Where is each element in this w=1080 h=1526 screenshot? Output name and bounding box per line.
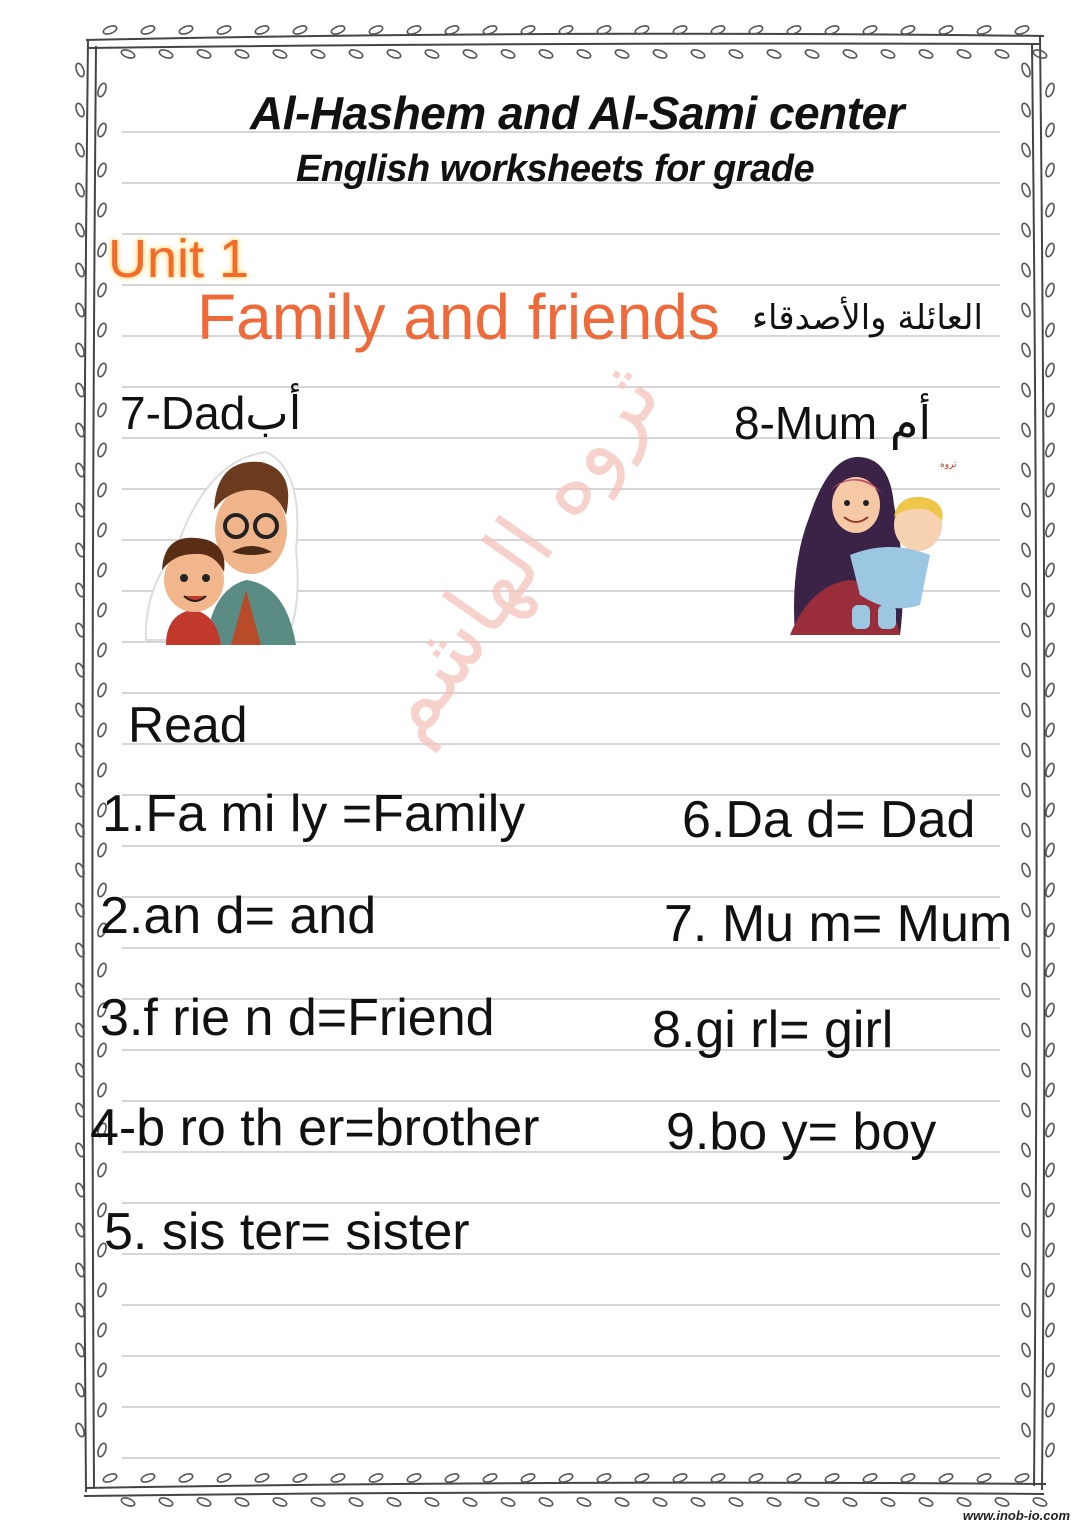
leaf-ornament: [1032, 1496, 1048, 1507]
leaf-ornament: [1044, 1042, 1055, 1058]
leaf-ornament: [1044, 402, 1055, 418]
leaf-ornament: [1020, 662, 1031, 678]
leaf-ornament: [254, 24, 270, 35]
leaf-ornament: [102, 24, 118, 35]
leaf-ornament: [1020, 422, 1031, 438]
section-read-label: Read: [128, 697, 248, 753]
leaf-ornament: [1020, 542, 1031, 558]
leaf-ornament: [1014, 24, 1030, 35]
leaf-ornament: [1044, 242, 1055, 258]
leaf-ornament: [1020, 1422, 1031, 1438]
leaf-ornament: [994, 48, 1010, 59]
leaf-ornament: [96, 1082, 107, 1098]
leaf-ornament: [520, 1472, 536, 1483]
leaf-ornament: [1020, 1302, 1031, 1318]
leaf-ornament: [74, 1422, 85, 1438]
leaf-ornament: [976, 1472, 992, 1483]
leaf-ornament: [576, 48, 592, 59]
leaf-ornament: [330, 24, 346, 35]
leaf-ornament: [386, 48, 402, 59]
leaf-ornament: [614, 48, 630, 59]
leaf-ornament: [1044, 122, 1055, 138]
leaf-ornament: [938, 1472, 954, 1483]
leaf-ornament: [482, 1472, 498, 1483]
leaf-ornament: [1044, 442, 1055, 458]
leaf-ornament: [900, 1472, 916, 1483]
leaf-ornament: [96, 82, 107, 98]
word-girl: 8.gi rl= girl: [652, 1001, 894, 1059]
leaf-ornament: [216, 24, 232, 35]
leaf-ornament: [1044, 1082, 1055, 1098]
leaf-ornament: [1044, 762, 1055, 778]
leaf-ornament: [96, 842, 107, 858]
leaf-ornament: [1044, 282, 1055, 298]
leaf-ornament: [368, 1472, 384, 1483]
vocab-dad-label: 7-Dadأب: [120, 387, 302, 439]
word-friend: 3.f rie n d=Friend: [100, 989, 495, 1047]
leaf-ornament: [96, 322, 107, 338]
leaf-ornament: [1044, 362, 1055, 378]
leaf-ornament: [1020, 262, 1031, 278]
leaf-ornament: [1020, 222, 1031, 238]
leaf-ornament: [96, 682, 107, 698]
leaf-ornament: [96, 362, 107, 378]
leaf-ornament: [102, 1472, 118, 1483]
leaf-ornament: [216, 1472, 232, 1483]
mum-holding-baby-illustration: [790, 455, 957, 640]
leaf-ornament: [1044, 882, 1055, 898]
leaf-ornament: [140, 1472, 156, 1483]
unit-topic-arabic: العائلة والأصدقاء: [752, 298, 983, 338]
leaf-ornament: [74, 62, 85, 78]
leaf-ornament: [1044, 1322, 1055, 1338]
leaf-ornament: [74, 182, 85, 198]
watermark-text: ثروه الهاشم: [351, 348, 681, 759]
leaf-ornament: [96, 122, 107, 138]
leaf-ornament: [500, 1496, 516, 1507]
leaf-ornament: [766, 1496, 782, 1507]
leaf-ornament: [1044, 322, 1055, 338]
leaf-ornament: [462, 48, 478, 59]
leaf-ornament: [1044, 1282, 1055, 1298]
leaf-ornament: [96, 1442, 107, 1458]
leaf-ornament: [728, 1496, 744, 1507]
leaf-ornament: [1020, 982, 1031, 998]
leaf-ornament: [74, 342, 85, 358]
leaf-ornament: [74, 302, 85, 318]
leaf-ornament: [652, 1496, 668, 1507]
leaf-ornament: [96, 602, 107, 618]
leaf-ornament: [1044, 82, 1055, 98]
leaf-ornament: [1020, 1102, 1031, 1118]
leaf-ornament: [424, 1496, 440, 1507]
leaf-ornament: [1020, 742, 1031, 758]
leaf-ornament: [1020, 822, 1031, 838]
word-family: 1.Fa mi ly =Family: [102, 785, 526, 843]
leaf-ornament: [74, 1382, 85, 1398]
leaf-ornament: [1044, 602, 1055, 618]
leaf-ornament: [158, 48, 174, 59]
leaf-ornament: [74, 262, 85, 278]
leaf-ornament: [96, 522, 107, 538]
leaf-ornament: [120, 48, 136, 59]
leaf-ornament: [1044, 1242, 1055, 1258]
leaf-ornament: [96, 1282, 107, 1298]
leaf-ornament: [1020, 1022, 1031, 1038]
leaf-ornament: [330, 1472, 346, 1483]
leaf-ornament: [292, 1472, 308, 1483]
leaf-ornament: [804, 48, 820, 59]
leaf-ornament: [1044, 1162, 1055, 1178]
leaf-ornament: [96, 242, 107, 258]
leaf-ornament: [1044, 1202, 1055, 1218]
leaf-ornament: [1020, 702, 1031, 718]
leaf-ornament: [1020, 1062, 1031, 1078]
leaf-ornament: [96, 722, 107, 738]
leaf-ornament: [690, 48, 706, 59]
word-dad: 6.Da d= Dad: [682, 791, 976, 849]
word-mum: 7. Mu m= Mum: [664, 895, 1013, 953]
leaf-ornament: [1044, 1442, 1055, 1458]
leaf-ornament: [842, 48, 858, 59]
leaf-ornament: [1044, 1122, 1055, 1138]
leaf-ornament: [1020, 1182, 1031, 1198]
leaf-ornament: [1044, 642, 1055, 658]
leaf-ornament: [1020, 862, 1031, 878]
leaf-ornament: [576, 1496, 592, 1507]
leaf-ornament: [254, 1472, 270, 1483]
leaf-ornament: [234, 1496, 250, 1507]
leaf-ornament: [1020, 142, 1031, 158]
leaf-ornament: [862, 1472, 878, 1483]
leaf-ornament: [500, 48, 516, 59]
leaf-ornament: [1020, 942, 1031, 958]
leaf-ornament: [1020, 182, 1031, 198]
leaf-ornament: [178, 24, 194, 35]
leaf-ornament: [652, 48, 668, 59]
leaf-ornament: [74, 102, 85, 118]
leaf-ornament: [292, 24, 308, 35]
leaf-ornament: [96, 562, 107, 578]
leaf-ornament: [310, 48, 326, 59]
leaf-ornament: [1020, 1382, 1031, 1398]
leaf-ornament: [424, 48, 440, 59]
leaf-ornament: [842, 1496, 858, 1507]
leaf-ornament: [1044, 1402, 1055, 1418]
leaf-ornament: [96, 1162, 107, 1178]
leaf-ornament: [1044, 522, 1055, 538]
leaf-ornament: [444, 1472, 460, 1483]
leaf-ornament: [976, 24, 992, 35]
leaf-ornament: [140, 24, 156, 35]
leaf-ornament: [538, 48, 554, 59]
leaf-ornament: [1044, 1002, 1055, 1018]
word-boy: 9.bo y= boy: [666, 1103, 937, 1161]
leaf-ornament: [880, 48, 896, 59]
leaf-ornament: [1044, 922, 1055, 938]
leaf-ornament: [956, 48, 972, 59]
leaf-ornament: [74, 222, 85, 238]
leaf-ornament: [766, 48, 782, 59]
leaf-ornament: [1020, 342, 1031, 358]
leaf-ornament: [234, 48, 250, 59]
leaf-ornament: [690, 1496, 706, 1507]
svg-text:ثروه: ثروه: [940, 460, 957, 470]
leaf-ornament: [96, 162, 107, 178]
leaf-ornament: [96, 282, 107, 298]
leaf-ornament: [1014, 1472, 1030, 1483]
leaf-ornament: [96, 202, 107, 218]
leaf-ornament: [728, 48, 744, 59]
leaf-ornament: [1020, 302, 1031, 318]
leaf-ornament: [538, 1496, 554, 1507]
unit-topic: Family and friends: [197, 281, 720, 353]
leaf-ornament: [158, 1496, 174, 1507]
leaf-ornament: [96, 1322, 107, 1338]
word-sister: 5. sis ter= sister: [104, 1203, 470, 1261]
leaf-ornament: [386, 1496, 402, 1507]
leaf-ornament: [994, 1496, 1010, 1507]
leaf-ornament: [918, 48, 934, 59]
leaf-ornament: [1020, 782, 1031, 798]
footer-url: www.inob-io.com: [962, 1508, 1070, 1523]
leaf-ornament: [196, 48, 212, 59]
leaf-ornament: [1044, 562, 1055, 578]
leaf-ornament: [96, 642, 107, 658]
unit-label: Unit 1: [108, 229, 250, 289]
leaf-ornament: [96, 482, 107, 498]
leaf-ornament: [96, 442, 107, 458]
word-and: 2.an d= and: [100, 887, 377, 945]
vocab-mum-label: 8-Mum أم: [734, 397, 932, 449]
dad-and-son-illustration: [136, 440, 306, 646]
leaf-ornament: [1044, 162, 1055, 178]
leaf-ornament: [1020, 502, 1031, 518]
leaf-ornament: [348, 1496, 364, 1507]
leaf-ornament: [1020, 62, 1031, 78]
leaf-ornament: [1044, 482, 1055, 498]
leaf-ornament: [1020, 1142, 1031, 1158]
leaf-ornament: [96, 402, 107, 418]
leaf-ornament: [96, 962, 107, 978]
leaf-ornament: [1020, 1222, 1031, 1238]
leaf-ornament: [1020, 622, 1031, 638]
page-subtitle: English worksheets for grade: [296, 148, 815, 190]
leaf-ornament: [1020, 382, 1031, 398]
leaf-ornament: [196, 1496, 212, 1507]
leaf-ornament: [1044, 722, 1055, 738]
leaf-ornament: [1044, 802, 1055, 818]
leaf-ornament: [1020, 102, 1031, 118]
leaf-ornament: [1020, 582, 1031, 598]
leaf-ornament: [880, 1496, 896, 1507]
leaf-ornament: [938, 24, 954, 35]
page-title: Al-Hashem and Al-Sami center: [250, 87, 905, 139]
leaf-ornament: [918, 1496, 934, 1507]
leaf-ornament: [1044, 842, 1055, 858]
leaf-ornament: [1044, 1362, 1055, 1378]
leaf-ornament: [178, 1472, 194, 1483]
leaf-ornament: [1020, 1342, 1031, 1358]
watermark: [330, 348, 750, 760]
word-brother: 4-b ro th er=brother: [90, 1099, 540, 1157]
leaf-ornament: [96, 1402, 107, 1418]
leaf-ornament: [348, 48, 364, 59]
leaf-ornament: [272, 1496, 288, 1507]
leaf-ornament: [1044, 202, 1055, 218]
leaf-ornament: [368, 24, 384, 35]
leaf-ornament: [406, 1472, 422, 1483]
leaf-ornament: [1020, 1262, 1031, 1278]
leaf-ornament: [462, 1496, 478, 1507]
leaf-ornament: [804, 1496, 820, 1507]
leaf-ornament: [956, 1496, 972, 1507]
leaf-ornament: [1020, 462, 1031, 478]
leaf-ornament: [74, 142, 85, 158]
leaf-ornament: [96, 762, 107, 778]
leaf-ornament: [1020, 902, 1031, 918]
leaf-ornament: [1044, 962, 1055, 978]
leaf-ornament: [614, 1496, 630, 1507]
leaf-ornament: [310, 1496, 326, 1507]
leaf-ornament: [272, 48, 288, 59]
leaf-ornament: [120, 1496, 136, 1507]
leaf-ornament: [96, 1362, 107, 1378]
leaf-ornament: [1044, 682, 1055, 698]
